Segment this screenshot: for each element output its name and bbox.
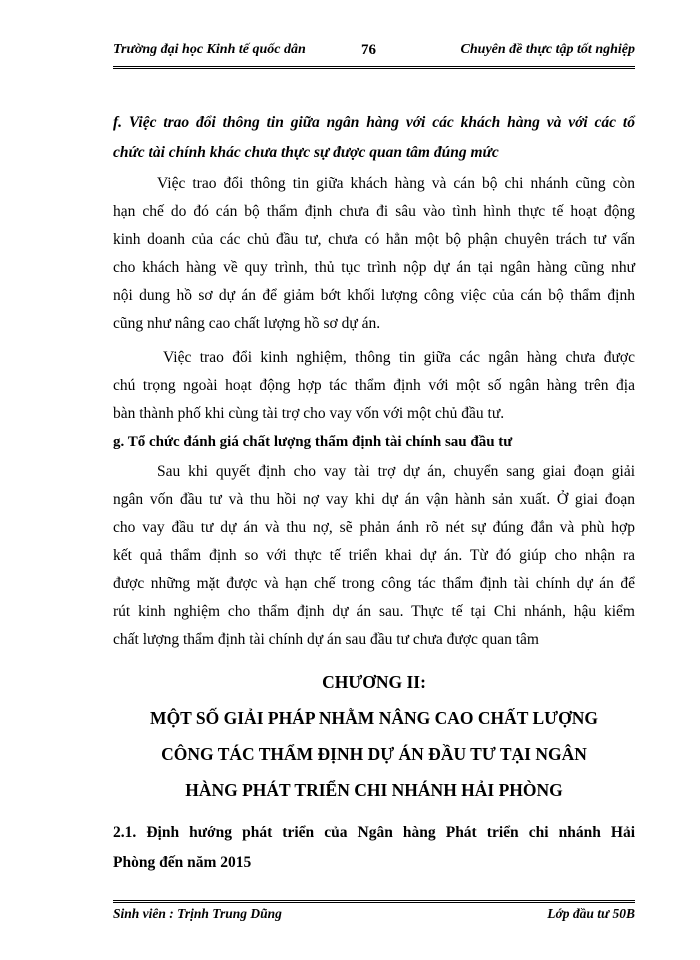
text-line: kết quả thẩm định so với thực tế triển khai dự án. Từ đó giúp cho nhận ra (113, 547, 635, 564)
text-line: cho khách hàng về quy trình, thủ tục trình nộp dự án tại ngân hàng cũng như (113, 259, 635, 276)
text-line: chú trọng ngoài hoạt động hợp tác thẩm định với một số ngân hàng trên địa (113, 377, 635, 394)
chapter-title (113, 702, 635, 806)
footer-student: Sinh viên : Trịnh Trung Dũng (113, 906, 282, 921)
text-line: Việc trao đổi kinh nghiệm, thông tin giữa các ngân hàng chưa được (163, 349, 635, 366)
section-f-title-line1: f. Việc trao đổi thông tin giữa ngân hàng với các khách hàng và với các tổ (113, 114, 635, 131)
text-line: cũng như nâng cao chất lượng hồ sơ dự án. (113, 315, 381, 332)
chapter-title-line: MỘT SỐ GIẢI PHÁP NHẰM NÂNG CAO CHẤT LƯỢNG (150, 708, 598, 728)
chapter-title-line: HÀNG PHÁT TRIỂN CHI NHÁNH HẢI PHÒNG (185, 780, 563, 800)
section-f-title-line2: chức tài chính khác chưa thực sự được quan tâm đúng mức (113, 144, 499, 161)
text-line: hạn chế do đó cán bộ thẩm định chưa đi sâu vào tình hình thực tế hoạt động (113, 203, 635, 220)
page-footer (113, 900, 635, 927)
section-2-1-line2: Phòng đến năm 2015 (113, 854, 252, 871)
chapter-title-line: CÔNG TÁC THẨM ĐỊNH DỰ ÁN ĐẦU TƯ TẠI NGÂN (161, 744, 587, 764)
header-document-type: Chuyên đề thực tập tốt nghiệp (460, 42, 635, 57)
text-line: rút kinh nghiệm cho thẩm định dự án sau. Thực tế tại Chi nhánh, hậu kiểm (113, 603, 635, 620)
section-2-1-line1: 2.1. Định hướng phát triển của Ngân hàng Phát triển chi nhánh Hải (113, 824, 635, 841)
page-number: 76 (361, 42, 376, 58)
text-line: bàn thành phố khi cùng tài trợ cho vay vốn với một chủ đầu tư. (113, 405, 505, 422)
header-university: Trường đại học Kinh tế quốc dân (113, 42, 306, 57)
text-line: chất lượng thẩm định tài chính dự án sau đầu tư chưa được quan tâm (113, 631, 539, 648)
text-line: Việc trao đổi thông tin giữa khách hàng và cán bộ chi nhánh cũng còn (157, 175, 635, 192)
section-f-paragraph-1 (113, 170, 635, 338)
section-2-1-heading (113, 818, 635, 878)
page-body (113, 108, 635, 878)
text-line: cho vay đầu tư dự án và thu nợ, sẽ phản ánh rõ nét sự đúng đắn và phù hợp (113, 519, 635, 536)
section-g-paragraph (113, 458, 635, 654)
page-header (113, 40, 635, 69)
text-line: được những mặt được và hạn chế trong công tác thẩm định tài chính dự án để (113, 575, 635, 592)
chapter-label: CHƯƠNG II: (322, 672, 426, 692)
section-g-title: g. Tổ chức đánh giá chất lượng thẩm định tài chính sau đầu tư (113, 434, 513, 450)
text-line: nội dung hồ sơ dự án để giảm bớt khối lượng công việc của cán bộ thẩm định (113, 287, 635, 304)
footer-class: Lớp đầu tư 50B (547, 906, 635, 921)
text-line: Sau khi quyết định cho vay tài trợ dự án, chuyển sang giai đoạn giải (157, 463, 635, 480)
section-f-paragraph-2 (113, 344, 635, 428)
text-line: kinh doanh của các chủ đầu tư, chưa có hẳn một bộ phận chuyên trách tư vấn (113, 231, 635, 248)
text-line: ngân vốn đầu tư và thu hồi nợ vay khi dự án vận hành sản xuất. Ở giai đoạn (113, 491, 635, 508)
